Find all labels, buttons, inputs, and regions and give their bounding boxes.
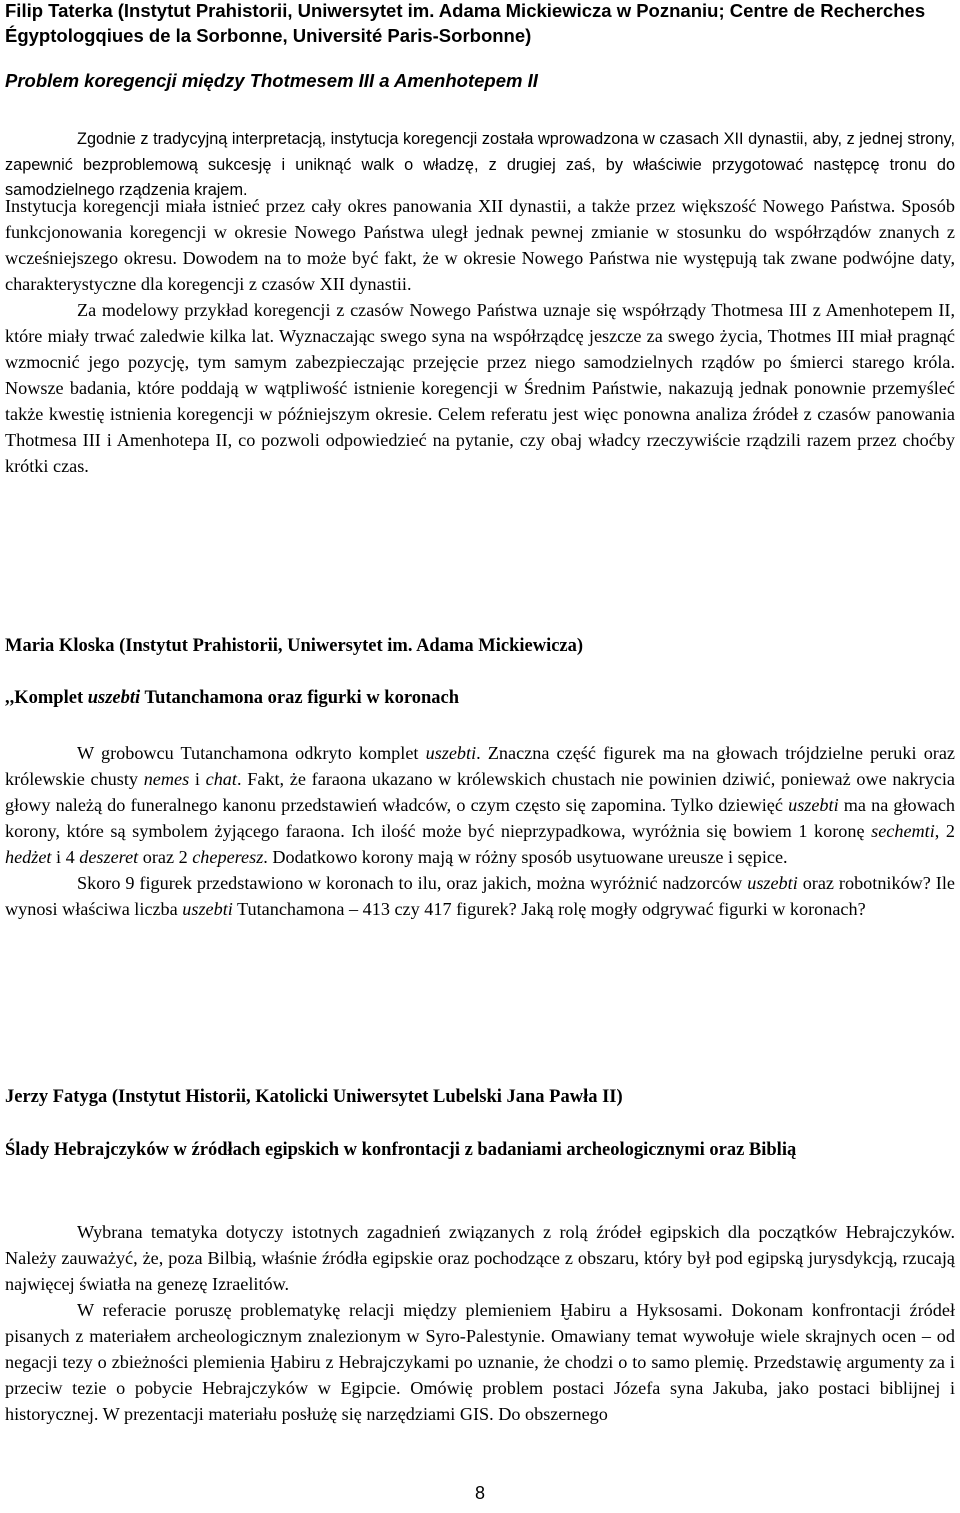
body-paragraph [5,740,955,870]
body-paragraph [5,193,955,297]
italic-term: hedżet [5,847,52,867]
body-text: i [189,769,206,789]
abstract-body-taterka-cont [5,193,955,479]
italic-term: nemes [143,769,190,789]
italic-term: cheperesz [192,847,264,867]
body-text: ma na głowach korony, które są symbolem żyjącego faraona. Ich ilość może być nieprzypadkowa, wyróżnia się bowiem 1 koronę [5,795,956,841]
body-text: . Fakt, że faraona ukazano w królewskich chustach nie powinien dziwić, ponieważ owe nakrycia głowy należą do funeralnego kanonu przedstawień władców, o czym często się zapomina. Tylko dziewięć [5,769,955,815]
italic-term: deszeret [79,847,139,867]
italic-term: sechemti [871,821,935,841]
body-text: Za modelowy przykład koregencji z czasów Nowego Państwa uznaje się współrządy Thotmesa III z Amenhotepem II, które miały trwać zaledwie kilka lat. Wyznaczając swego syna na współrządcę jeszcze za swego życia, Thotmes III miał pragnąć wzmocnić jego pozycję, tym samym zabezpieczając przejęcie przez niego samodzielnych rządów po śmierci starego króla. Nowsze badania, które poddają w wątpliwość istnienie koregencji w Średnim Państwie, nakazują jednak ponownie przemyśleć także kwestię istnienia koregencji w późniejszym okresie. Celem referatu jest więc ponowna analiza źródeł z czasów panowania Thotmesa III i Amenhotepa II, co pozwoli odpowiedzieć na pytanie, czy obaj władcy rzeczywiście rządzili razem przez choćby krótki czas. [5,300,955,476]
abstract-title: Ślady Hebrajczyków w źródłach egipskich w konfrontacji z badaniami archeologicznymi oraz Biblią [5,1140,797,1160]
italic-term: uszebti [182,899,233,919]
abstract-body-kloska [5,740,955,922]
body-text: . Znaczna część figurek ma na głowach trójdzielne peruki oraz królewskie chusty [5,743,955,789]
body-paragraph [5,1219,955,1297]
body-text: W grobowcu Tutanchamona odkryto komplet [77,743,426,763]
body-text: Zgodnie z tradycyjną interpretacją, instytucja koregencji została wprowadzona w czasach XII dynastii, aby, z jednej strony, zapewnić bezproblemową sukcesję i uniknąć walk o władzę, z drugiej zaś, by właściwie przygotować następcę tronu do samodzielnego rządzenia krajem. [5,130,955,200]
body-paragraph [5,297,955,479]
italic-term: uszebti [425,743,477,763]
abstract-body-fatyga [5,1219,955,1427]
body-text: W referacie poruszę problematykę relacji między plemieniem Ḫabiru a Hyksosami. Dokonam konfrontacji źródeł pisanych z materiałem archeologicznym znalezionym w Syro-Palestynie. Omawiany temat wywołuje wiele skrajnych ocen – od negacji tezy o zbieżności plemienia Ḫabiru z Hebrajczykami po uznanie, że chodzi o to samo plemię. Przedstawię argumenty za i przeciw tezie o pobycie Hebrajczyków w Egipcie. Omówię problem postaci Józefa syna Jakuba, jako postaci biblijnej i historycznej. W prezentacji materiału posłużę się narzędziami GIS. Do obszernego [5,1300,955,1424]
italic-term: uszebti [747,873,798,893]
title-italic-term: uszebti [87,688,141,708]
abstract-title: Problem koregencji między Thotmesem III a Amenhotepem II [5,70,538,91]
italic-term: chat [205,769,237,789]
body-text: . Dodatkowo korony mają w różny sposób usytuowane ureusze i sępice. [263,847,788,867]
author-line: Maria Kloska (Instytut Prahistorii, Uniwersytet im. Adama Mickiewicza) [5,636,584,656]
italic-term: uszebti [788,795,839,815]
title-text: ,,Komplet [5,688,88,708]
body-text: oraz robotników? Ile wynosi właściwa liczba [5,873,955,919]
abstract-section-fatyga [5,1085,955,1163]
body-text: Skoro 9 figurek przedstawiono w koronach to ilu, oraz jakich, można wyróżnić nadzorców [77,873,748,893]
body-text: i 4 [51,847,80,867]
body-text: Tutanchamona – 413 czy 417 figurek? Jaką rolę mogły odgrywać figurki w koronach? [232,899,866,919]
body-text: oraz 2 [138,847,193,867]
body-text: Instytucja koregencji miała istnieć przez cały okres panowania XII dynastii, a także przez większość Nowego Państwa. Sposób funkcjonowania koregencji w okresie Nowego Państwa uległ jednak pewnej zmianie w stosunku do współrządów znanych z wcześniejszego okresu. Dowodem na to może być fakt, że w okresie Nowego Państwa nie występują tak zwane podwójne daty, charakterystyczne dla koregencji z czasów XII dynastii. [5,196,955,294]
author-line: Jerzy Fatyga (Instytut Historii, Katolicki Uniwersytet Lubelski Jana Pawła II) [5,1087,623,1107]
abstract-section-kloska [5,634,955,711]
body-text: , 2 [934,821,955,841]
body-paragraph [5,870,955,922]
body-text: Wybrana tematyka dotyczy istotnych zagadnień związanych z rolą źródeł egipskich dla początków Hebrajczyków. Należy zauważyć, że, poza Bilbią, właśnie źródła egipskie oraz pochodzące z obszaru, który był pod egipską jurysdykcją, rzucają najwięcej światła na genezę Izraelitów. [5,1222,955,1294]
abstract-title [5,685,955,711]
body-paragraph [5,1297,955,1427]
page-number: 8 [474,1483,485,1503]
author-line: Filip Taterka (Instytut Prahistorii, Uniwersytet im. Adama Mickiewicza w Poznaniu; Centre de Recherches Égyptologqiues de la Sorbonne, Université Paris-Sorbonne) [5,0,926,46]
title-text: Tutanchamona oraz figurki w koronach [140,688,460,708]
abstract-section-taterka [5,0,955,94]
